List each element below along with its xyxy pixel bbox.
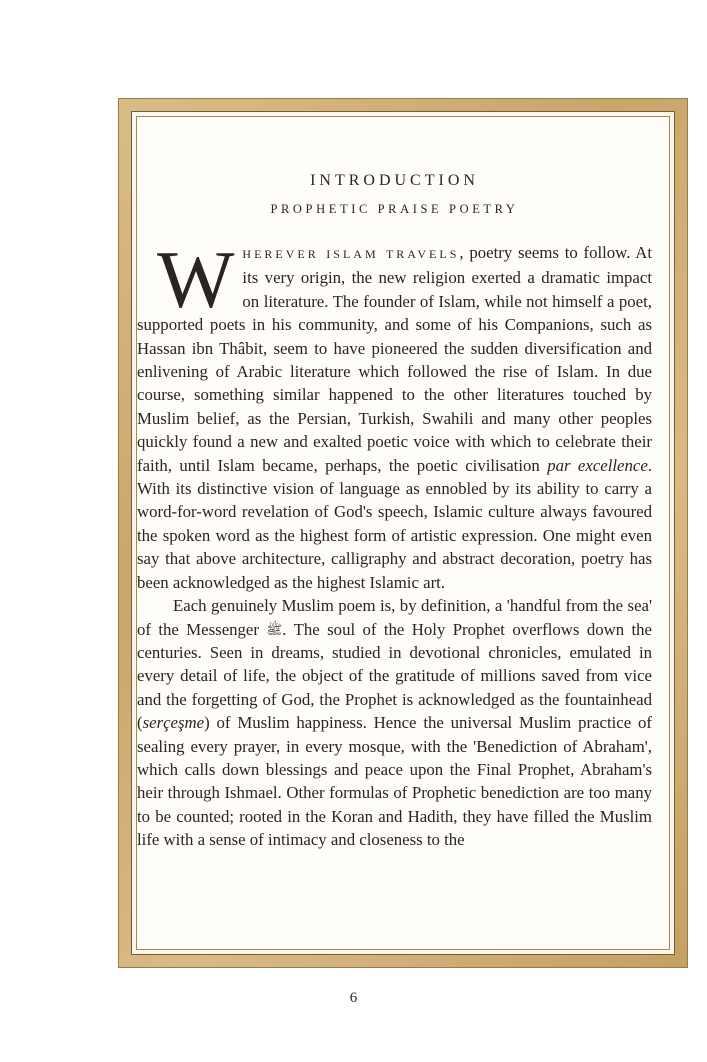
paragraph-1-text-a: , poetry seems to follow. At its very origin, the new religion exerted a dramatic impact on literature. The founder of Islam, while not himself a poet, supported poets in his community, and some of his Companions, such as Hassan ibn Thâbit, seem to have pioneered the sudden diversification and enlivening of Arabic literature which followed the rise of Islam. In due course, something similar happened to the other literatures touched by Muslim belief, as the Persian, Turkish, Swahili and many other peoples quickly found a new and exalted poetic voice with which to celebrate their faith, until Islam became, perhaps, the poetic civilisation	[137, 243, 652, 475]
chapter-subheading: PROPHETIC PRAISE POETRY	[270, 202, 519, 216]
paragraph-2-text-a: Each genuinely Muslim poem is, by definition, a 'handful from the sea' of the Messenger	[137, 596, 652, 639]
drop-cap: W	[157, 234, 235, 325]
paragraph-2-text-b: . The soul of the Holy Prophet overflows down the centuries. Seen in dreams, studied in devotional chronicles, emulated in every detail of life, the object of the gratitude of millions saved from vice and the forgetting of God, the Prophet is acknowledged as the fountainhead (	[137, 619, 653, 733]
paragraph-1-italic: par excellence	[547, 455, 648, 475]
chapter-heading: INTRODUCTION	[310, 172, 479, 189]
paragraph-2-italic: serçeşme	[142, 713, 205, 733]
page-number: 6	[349, 990, 358, 1006]
lead-in-smallcaps: HEREVER ISLAM TRAVELS	[242, 247, 460, 261]
paragraph-1	[137, 234, 652, 594]
paragraph-1-text-b: . With its distinctive vision of language as ennobled by its ability to carry a word-for-word revelation of God's speech, Islamic culture always favoured the spoken word as the highest form of artistic expression. One might even say that above architecture, calligraphy and abstract decoration, poetry has been acknowledged as the highest Islamic art.	[137, 455, 652, 592]
text-block	[137, 166, 652, 852]
paragraph-2	[137, 594, 652, 851]
paragraph-2-text-c: ) of Muslim happiness. Hence the universal Muslim practice of sealing every prayer, in every mosque, with the 'Benediction of Abraham', which calls down blessings and peace upon the Final Prophet, Abraham's heir through Ishmael. Other formulas of Prophetic benediction are too many to be counted; rooted in the Koran and Hadith, they have filled the Muslim life with a sense of intimacy and closeness to the	[137, 713, 652, 850]
honorific-glyph: ﷺ	[266, 621, 283, 637]
